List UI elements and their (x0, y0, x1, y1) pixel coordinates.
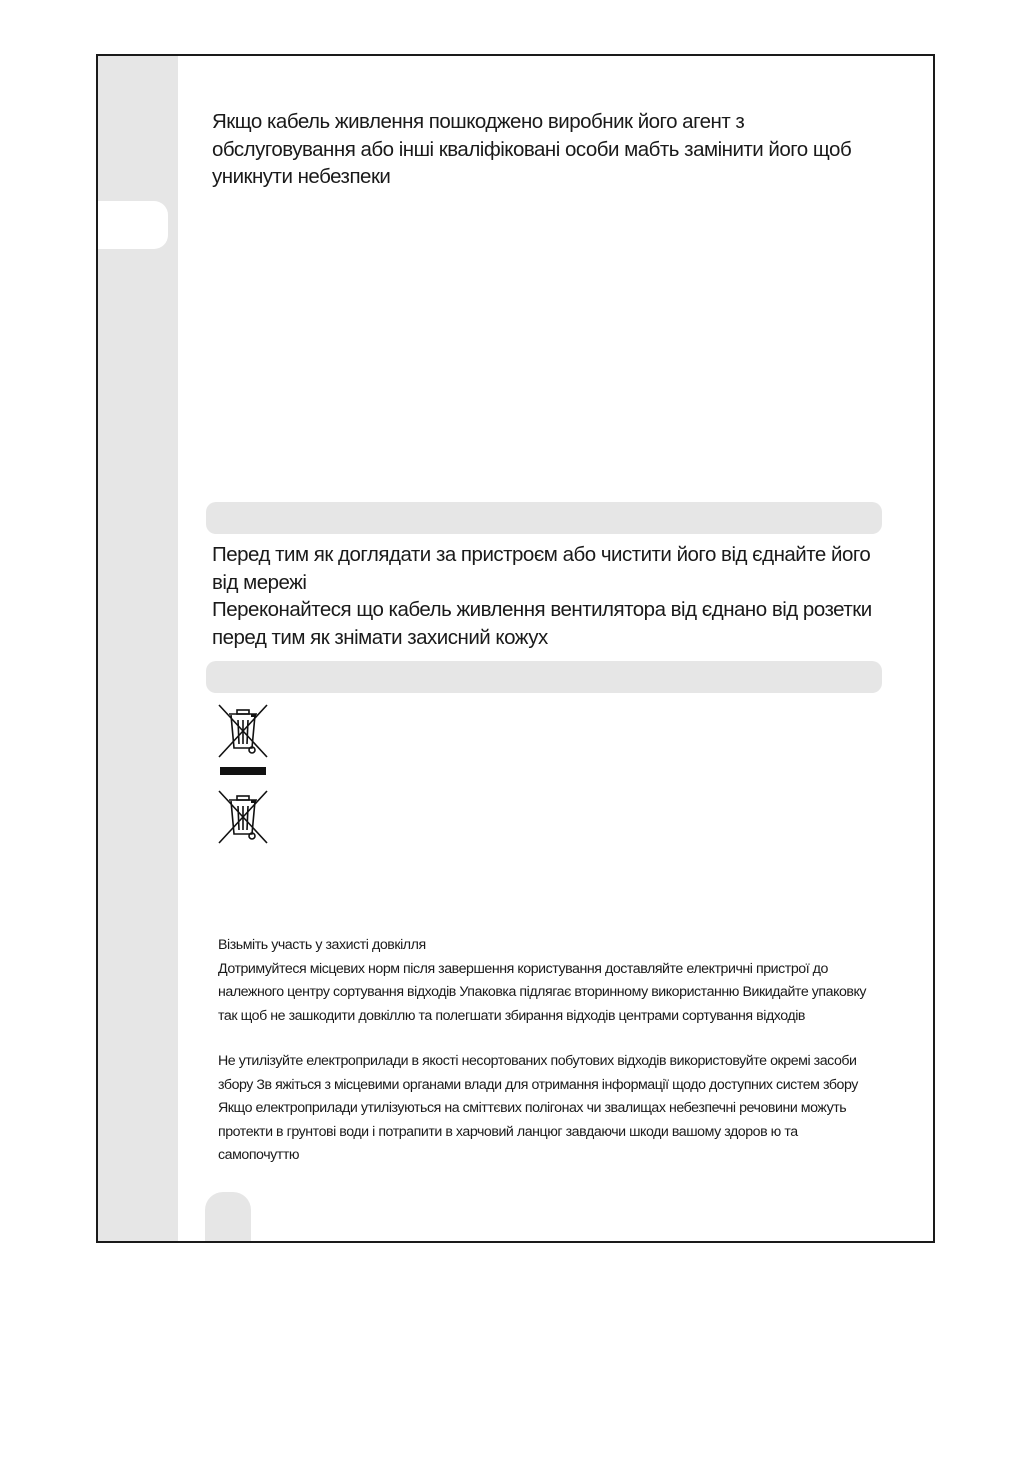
side-strip (98, 56, 178, 1241)
disposal-section (218, 1050, 868, 1168)
environment-heading: Візьміть участь у захисті довкілля (218, 937, 426, 953)
maintenance-line-cover: Переконайтеся що кабель живлення вентилятора від єднано від розетки перед тим як знімати захисний кожух (212, 598, 872, 649)
side-tab (98, 201, 168, 249)
page-frame (96, 54, 935, 1243)
section-band-maintenance (206, 502, 882, 534)
power-cable-warning (212, 108, 872, 191)
maintenance-instructions (212, 541, 872, 651)
bottom-page-tab (205, 1192, 251, 1243)
section-band-disposal (206, 661, 882, 693)
separate-collection-bar (220, 767, 266, 775)
crossed-out-wheelie-bin-icon (216, 702, 270, 765)
maintenance-line-disconnect: Перед тим як доглядати за пристроєм або чистити його від єднайте його від мережі (212, 543, 871, 594)
crossed-out-wheelie-bin-icon (216, 788, 270, 851)
environment-paragraph-1: Дотримуйтеся місцевих норм після завершення користування доставляйте електричні пристрої до належного центру сортування відходів Упаковка підлягає вторинному використанню Викидайте упаковку так щоб не зашкодити довкіллю та полегшати збирання відходів центрами сортування відходів (218, 960, 867, 1024)
environment-section (218, 934, 868, 1028)
disposal-paragraph: Не утилізуйте електроприлади в якості несортованих побутових відходів використовуйте окремі засоби збору Зв яжіться з місцевими органами влади для отримання інформації щодо доступних систем збору Якщо електроприлади утилізуються на сміттєвих полігонах чи звалищах небезпечні речовини можуть протекти в грунтові води і потрапити в харчовий ланцюг завдаючи шкоди вашому здоров ю та самопочуттю (218, 1053, 858, 1163)
power-cable-warning-text: Якщо кабель живлення пошкоджено виробник його агент з обслуговування або інші кваліфіковані особи мабть замінити його щоб уникнути небезпеки (212, 110, 852, 188)
